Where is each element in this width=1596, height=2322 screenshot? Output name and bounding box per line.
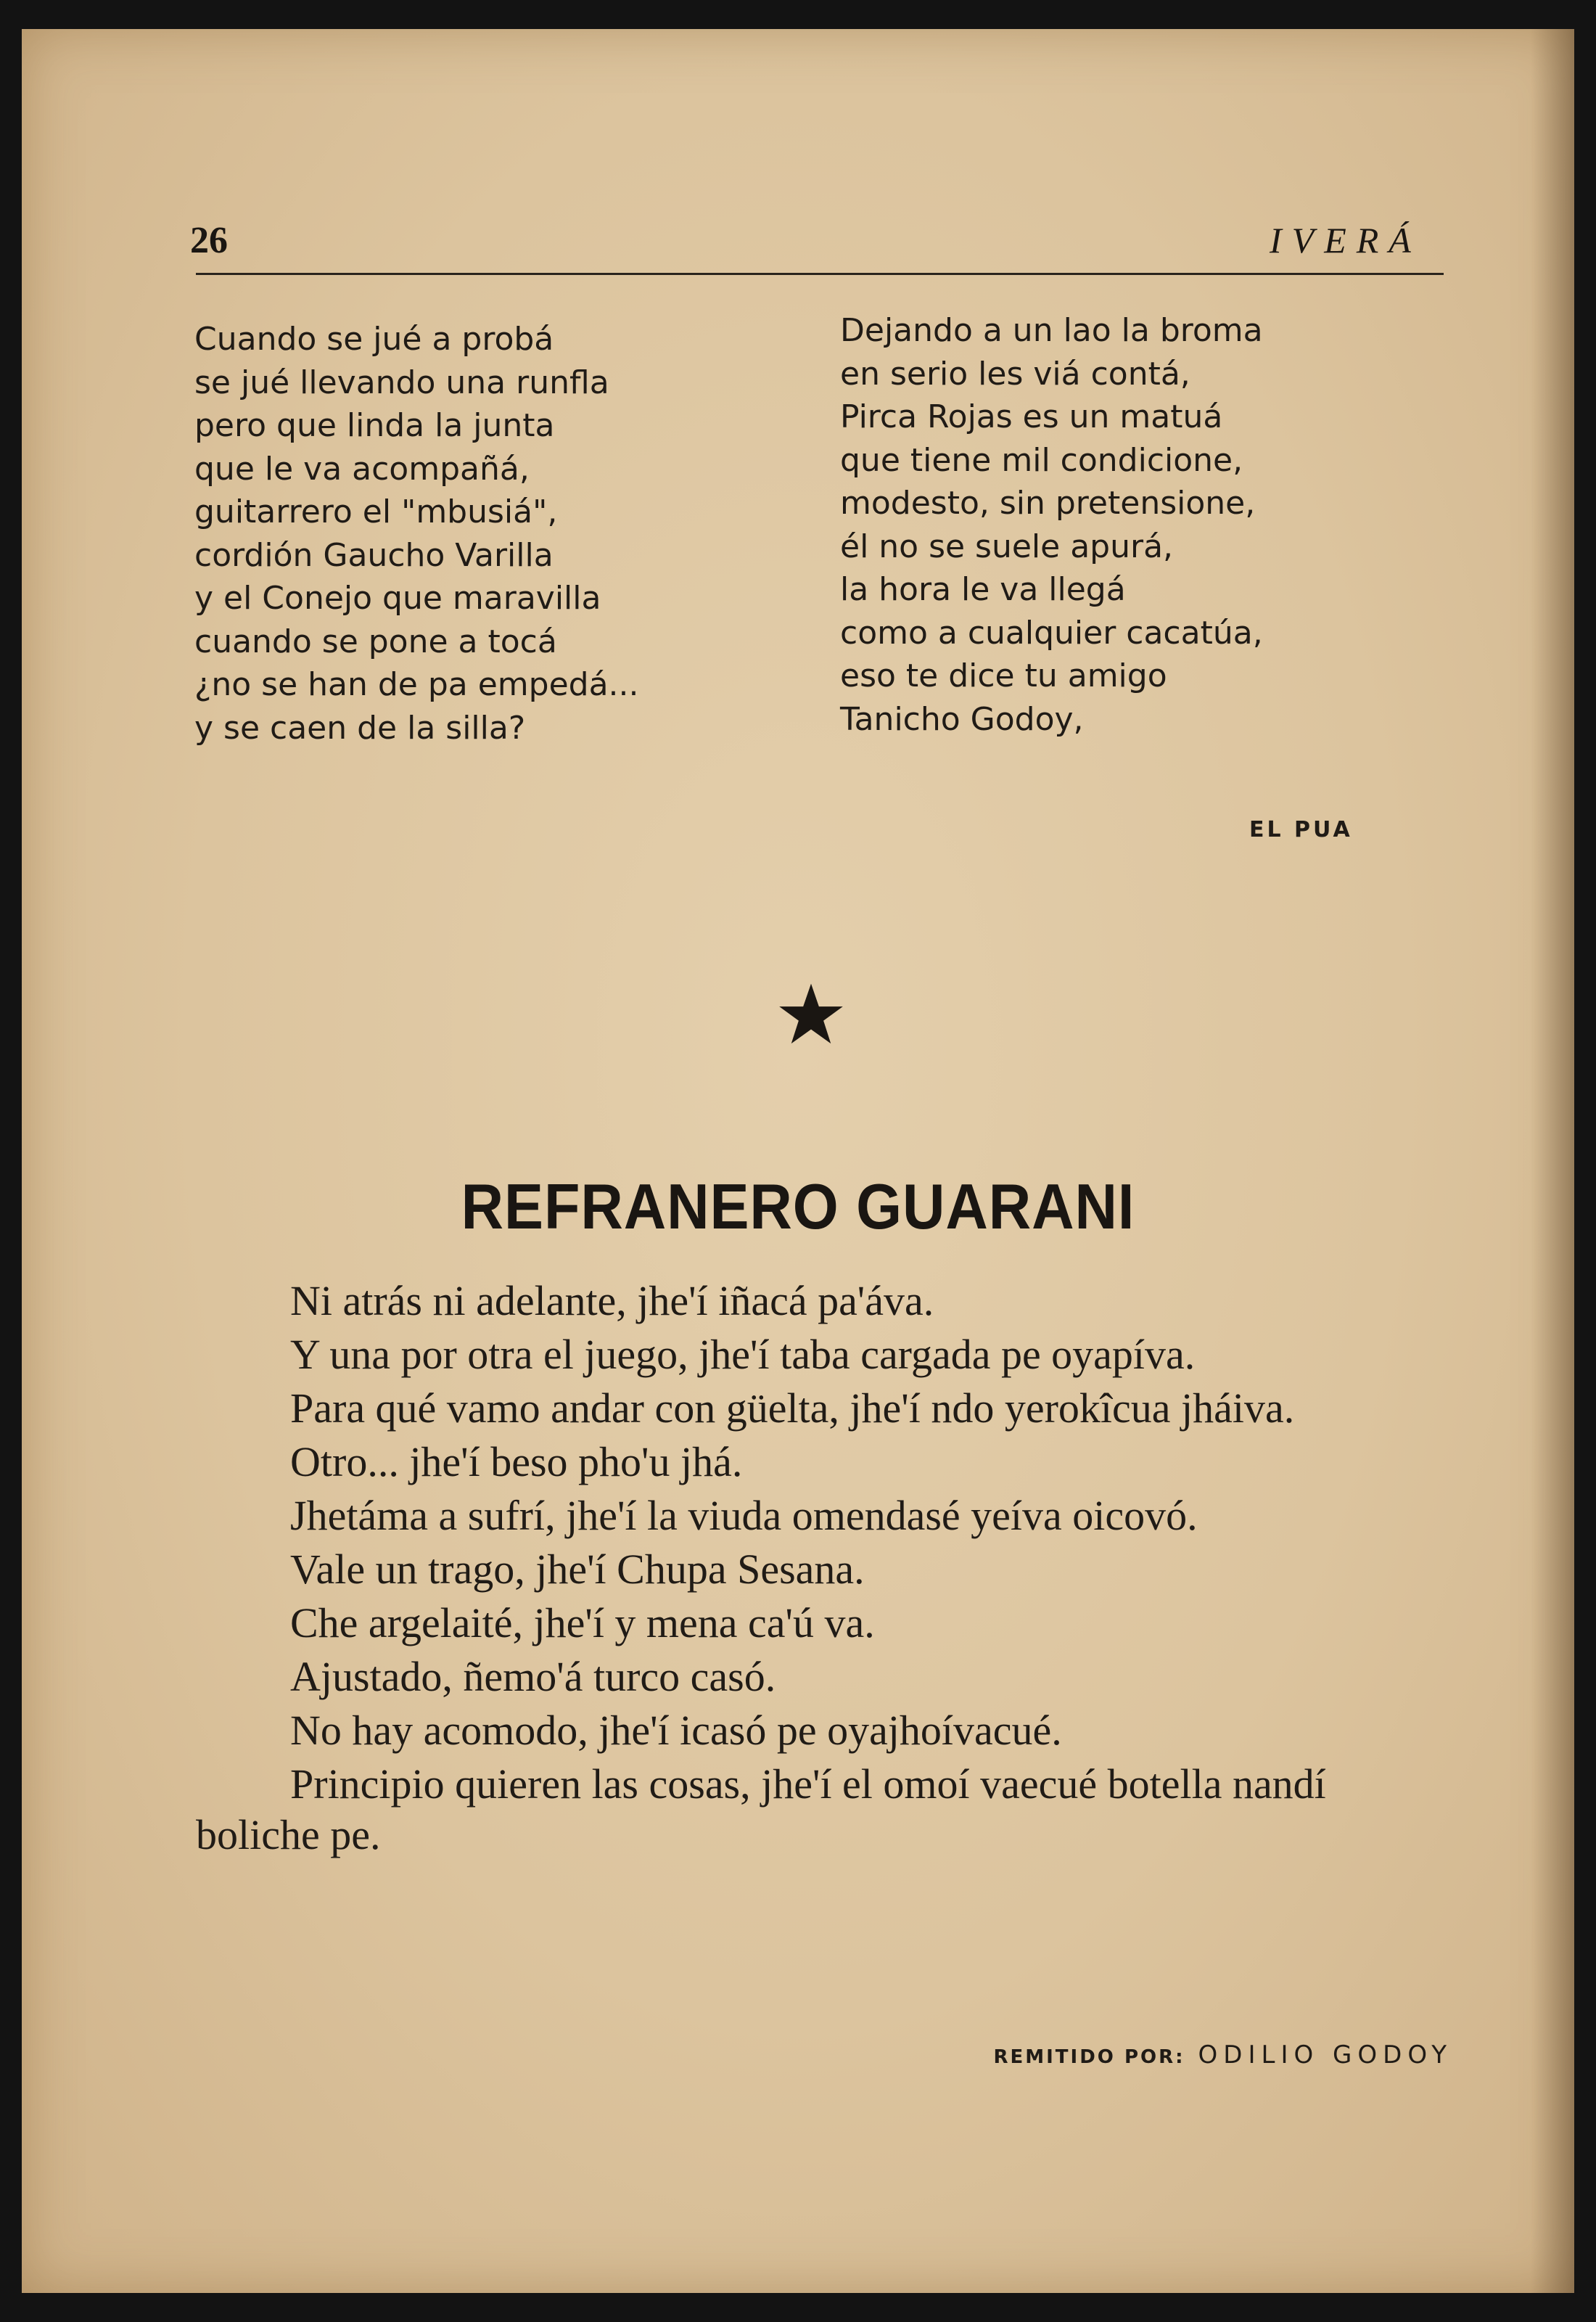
proverb-list — [196, 1276, 1451, 1863]
credit-label: REMITIDO POR: — [993, 2046, 1185, 2068]
poem-line: guitarrero el "mbusiá", — [194, 493, 558, 530]
poem-line: la hora le va llegá — [840, 571, 1126, 608]
proverb: Ajustado, ñemo'á turco casó. — [290, 1653, 776, 1700]
poem-line: pero que linda la junta — [194, 407, 555, 444]
proverb: Jhetáma a sufrí, jhe'í la viuda omendasé yeíva oicovó. — [290, 1492, 1198, 1539]
poem-line: cuando se pone a tocá — [194, 623, 557, 660]
poem-line: cordión Gaucho Varilla — [194, 536, 554, 574]
poem-signature: EL PUA — [1249, 817, 1353, 842]
poem-line: Cuando se jué a probá — [194, 321, 554, 358]
header-rule — [196, 273, 1444, 275]
poem-line: modesto, sin pretensione, — [840, 485, 1256, 522]
poem-line: y se caen de la silla? — [194, 709, 526, 747]
poem-line: y el Conejo que maravilla — [194, 580, 601, 617]
poem-line: se jué llevando una runfla — [194, 364, 609, 401]
proverb: Ni atrás ni adelante, jhe'í iñacá pa'áva. — [290, 1277, 934, 1324]
poem-line: Tanicho Godoy, — [840, 700, 1084, 738]
proverb: Vale un trago, jhe'í Chupa Sesana. — [290, 1546, 865, 1593]
section-title: REFRANERO GUARANI — [461, 1170, 1135, 1242]
running-header-title: IVERÁ — [1270, 220, 1421, 260]
poem-line: en serio les viá contá, — [840, 355, 1190, 393]
poem-line: como a cualquier cacatúa, — [840, 614, 1263, 652]
poem-line: él no se suele apurá, — [840, 528, 1174, 565]
submission-credit — [993, 2040, 1452, 2069]
poem-line: eso te dice tu amigo — [840, 657, 1167, 694]
poem-line: que tiene mil condicione, — [840, 441, 1243, 479]
star-icon — [778, 981, 844, 1048]
poem-line: que le va acompañá, — [194, 450, 530, 488]
poem-column-right — [840, 309, 1263, 741]
book-page — [22, 29, 1574, 2293]
proverb: Otro... jhe'í beso pho'u jhá. — [290, 1438, 743, 1485]
proverb: Principio quieren las cosas, jhe'í el omoí vaecué botella nandí boliche pe. — [196, 1760, 1326, 1858]
proverb: Che argelaité, jhe'í y mena ca'ú va. — [290, 1599, 875, 1646]
poem-line: Dejando a un lao la broma — [840, 312, 1263, 349]
proverb: No hay acomodo, jhe'í icasó pe oyajhoívacué. — [290, 1707, 1062, 1754]
page-number: 26 — [190, 220, 228, 261]
proverb: Para qué vamo andar con güelta, jhe'í ndo yerokîcua jháiva. — [290, 1384, 1295, 1432]
credit-name: ODILIO GODOY — [1198, 2040, 1452, 2069]
poem-line: Pirca Rojas es un matuá — [840, 398, 1223, 435]
page-edge-shadow — [1531, 29, 1574, 2293]
proverb: Y una por otra el juego, jhe'í taba cargada pe oyapíva. — [290, 1331, 1196, 1378]
poem-column-left — [194, 318, 639, 750]
poem-line: ¿no se han de pa empedá... — [194, 666, 639, 703]
